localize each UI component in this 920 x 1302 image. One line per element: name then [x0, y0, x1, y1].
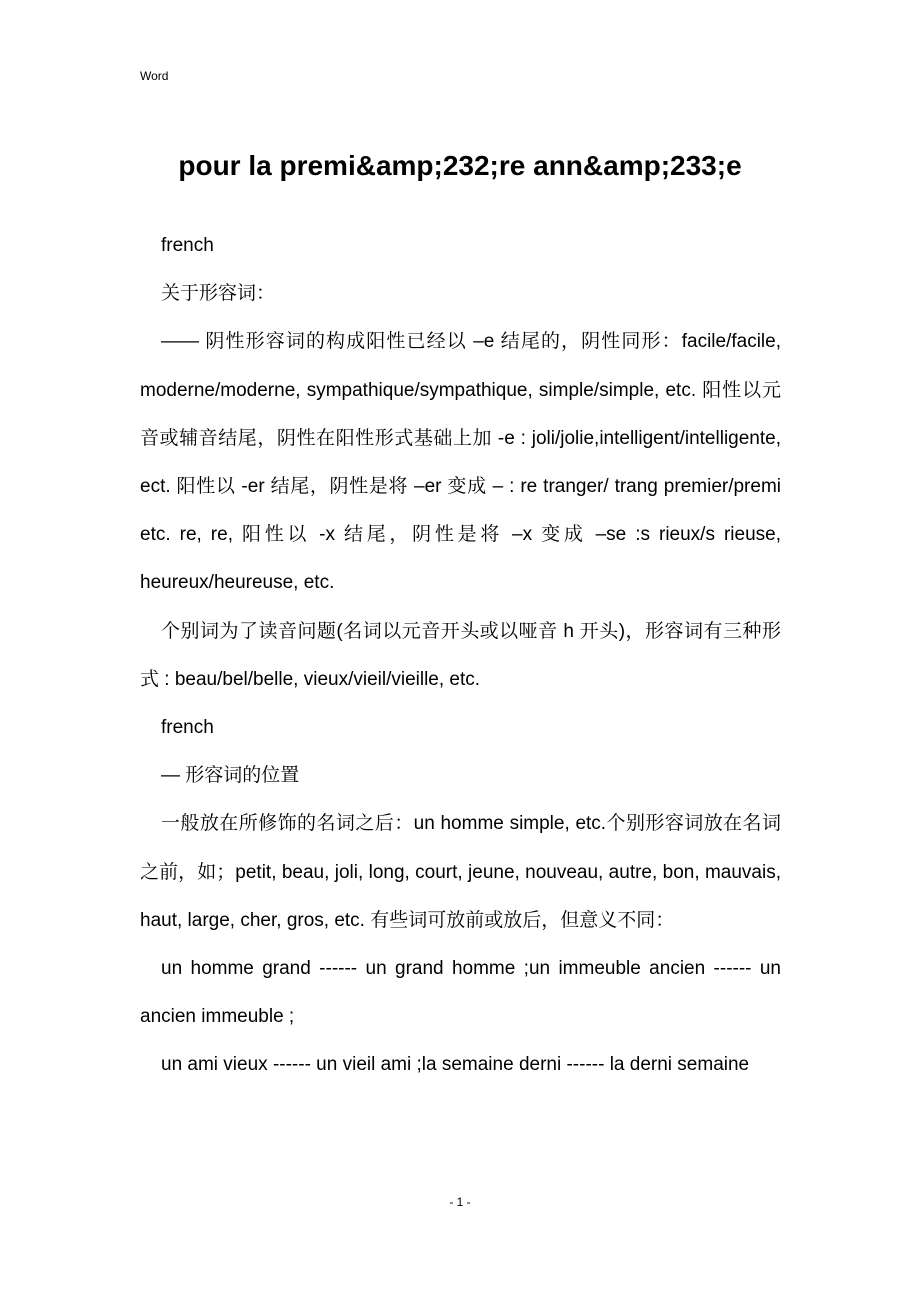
paragraph: un homme grand ------ un grand homme ;un immeuble ancien ------ un ancien immeuble ;: [140, 958, 781, 1028]
paragraph: french: [161, 235, 214, 256]
paragraph: 个别词为了读音问题(名词以元音开头或以哑音 h 开头)，形容词有三种形式 : beau/bel/belle, vieux/vieil/vieille, etc.: [140, 620, 781, 690]
paragraph: —— 阴性形容词的构成阳性已经以 –e 结尾的，阴性同形：facile/facile, moderne/moderne, sympathique/sympathique, simple/simple, etc. 阳性以元音或辅音结尾，阴性在阳性形式基础上加 -e : joli/jolie,intelligent/intelligente, ect. 阳性以 -er 结尾，阴性是将 –er 变成 – : re tranger/ trang premier/premi etc. re, re, 阳性以 -x 结尾，阴性是将 –x 变成 –se :s rieux/s rieuse, heureux/heureuse, etc.: [140, 331, 781, 594]
header-label: Word: [140, 69, 169, 83]
document-title: pour la premi&amp;232;re ann&amp;233;e: [178, 150, 742, 181]
document-body: [140, 222, 781, 1090]
page-number: - 1 -: [449, 1195, 471, 1209]
paragraph: french: [161, 717, 214, 739]
paragraph: un ami vieux ------ un vieil ami ;la semaine derni ------ la derni semaine: [161, 1054, 750, 1076]
paragraph: 一般放在所修饰的名词之后：un homme simple, etc.个别形容词放在名词之前，如；petit, beau, joli, long, court, jeune, nouveau, autre, bon, mauvais, haut, large, cher, gros, etc. 有些词可放前或放后，但意义不同：: [140, 813, 781, 931]
paragraph: 关于形容词：: [161, 283, 276, 305]
paragraph: — 形容词的位置: [161, 765, 300, 787]
